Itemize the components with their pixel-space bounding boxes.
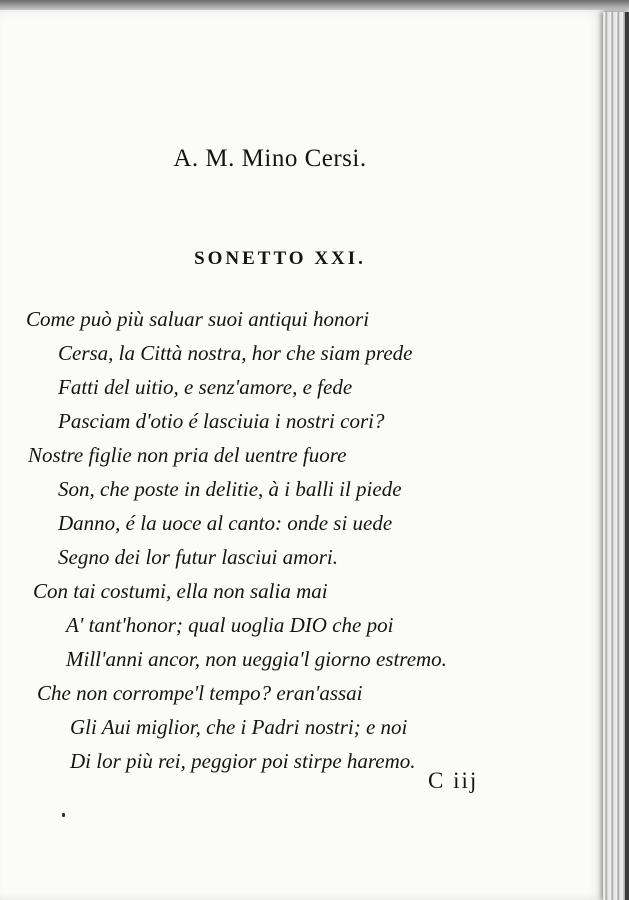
- poem-line: Cersa, la Città nostra, hor che siam prede: [58, 341, 413, 365]
- poem-line: Danno, é la uoce al canto: onde si uede: [58, 511, 393, 535]
- poem-line: A' tant'honor; qual uoglia DIO che poi: [66, 613, 394, 637]
- sonnet-body: [0, 10, 604, 900]
- poem-line: Gli Aui miglior, che i Padri nostri; e noi: [70, 715, 408, 739]
- page-heading: A. M. Mino Cersi.: [173, 145, 367, 172]
- book-page: [0, 10, 604, 900]
- poem-line: Fatti del uitio, e senz'amore, e fede: [58, 375, 353, 399]
- signature-mark: C iij: [428, 768, 479, 793]
- poem-line: Pasciam d'otio é lasciuia i nostri cori?: [58, 409, 385, 433]
- poem-line: Nostre figlie non pria del uentre fuore: [28, 443, 347, 467]
- binding-shadow: [625, 12, 629, 900]
- poem-line: Mill'anni ancor, non ueggia'l giorno estremo.: [66, 647, 447, 671]
- ink-speck: [62, 813, 65, 817]
- sonnet-title: SONETTO XXI.: [194, 248, 366, 269]
- poem-line: Di lor più rei, peggior poi stirpe haremo.: [70, 749, 416, 773]
- poem-line: Come può più saluar suoi antiqui honori: [26, 307, 370, 331]
- poem-line: Con tai costumi, ella non salia mai: [33, 579, 328, 603]
- poem-line: Son, che poste in delitie, à i balli il piede: [58, 477, 402, 501]
- poem-line: Che non corrompe'l tempo? eran'assai: [37, 681, 363, 705]
- poem-line: Segno dei lor futur lasciui amori.: [58, 545, 338, 569]
